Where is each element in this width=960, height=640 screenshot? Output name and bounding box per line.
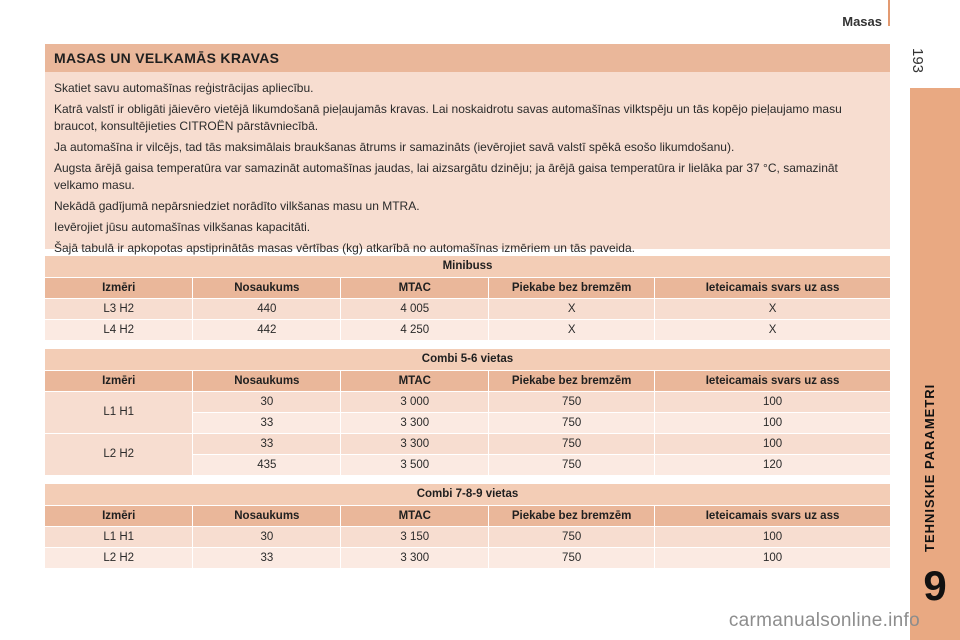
table-cell: 750 xyxy=(489,412,655,433)
table-row xyxy=(45,547,891,568)
column-header: MTAC xyxy=(341,370,489,391)
table-cell: 100 xyxy=(655,433,891,454)
table-cell: X xyxy=(489,319,655,340)
column-header: Ieteicamais svars uz ass xyxy=(655,505,891,526)
info-box xyxy=(45,44,890,255)
column-header: Izmēri xyxy=(45,370,193,391)
table-cell: 30 xyxy=(193,391,341,412)
chapter-side-tab xyxy=(910,88,960,640)
table-combi-7-8-9 xyxy=(45,484,891,569)
table-cell: 3 300 xyxy=(341,433,489,454)
column-header: Ieteicamais svars uz ass xyxy=(655,277,891,298)
cell-size: L2 H2 xyxy=(45,433,193,475)
cell-size: L2 H2 xyxy=(45,547,193,568)
table-cell: 33 xyxy=(193,433,341,454)
table-cell: 3 150 xyxy=(341,526,489,547)
table-cell: 750 xyxy=(489,454,655,475)
table-cell: 3 000 xyxy=(341,391,489,412)
table-cell: 750 xyxy=(489,526,655,547)
table-cell: 3 500 xyxy=(341,454,489,475)
info-paragraph: Katrā valstī ir obligāti jāievēro vietējā likumdošanā pieļaujamās kravas. Lai noskaidrotu savas automašīnas vilktspēju un tās kopējo pieļaujamo masu braucot, konsultējieties CITROËN pārstāvniecībā. xyxy=(54,102,842,133)
info-paragraph: Ievērojiet jūsu automašīnas vilkšanas kapacitāti. xyxy=(54,220,311,234)
column-header: Nosaukums xyxy=(193,277,341,298)
table-cell: 120 xyxy=(655,454,891,475)
chapter-number: 9 xyxy=(923,562,947,609)
table-cell: 33 xyxy=(193,547,341,568)
table-cell: 100 xyxy=(655,526,891,547)
section-title: MASAS UN VELKAMĀS KRAVAS xyxy=(45,44,890,72)
table-row xyxy=(45,319,891,340)
column-header: Ieteicamais svars uz ass xyxy=(655,370,891,391)
table-cell: 3 300 xyxy=(341,412,489,433)
header-divider xyxy=(888,0,890,26)
cell-size: L4 H2 xyxy=(45,319,193,340)
column-header: MTAC xyxy=(341,277,489,298)
table-cell: 750 xyxy=(489,433,655,454)
table-cell: X xyxy=(489,298,655,319)
info-paragraph: Augsta ārējā gaisa temperatūra var samazināt automašīnas jaudas, lai aizsargātu dzinēju; ja ārējā gaisa temperatūra ir lielāka par 37 °C, samazināt velkamo masu. xyxy=(54,161,838,192)
column-header: Piekabe bez bremzēm xyxy=(489,370,655,391)
column-header: Izmēri xyxy=(45,277,193,298)
cell-size: L3 H2 xyxy=(45,298,193,319)
column-header: Nosaukums xyxy=(193,370,341,391)
table-cell: X xyxy=(655,298,891,319)
table-row xyxy=(45,433,891,454)
table-cell: 750 xyxy=(489,547,655,568)
table-row xyxy=(45,526,891,547)
table-cell: 435 xyxy=(193,454,341,475)
info-paragraph: Ja automašīna ir vilcējs, tad tās maksimālais braukšanas ātrums ir samazināts (ievērojiet savā valstī spēkā esošo likumdošanu). xyxy=(54,140,735,154)
table-cell: 100 xyxy=(655,547,891,568)
table-cell: X xyxy=(655,319,891,340)
table-cell: 30 xyxy=(193,526,341,547)
table-cell: 33 xyxy=(193,412,341,433)
table-cell: 3 300 xyxy=(341,547,489,568)
column-header: Nosaukums xyxy=(193,505,341,526)
page-header-title: Masas xyxy=(842,14,882,29)
table-minibuss xyxy=(45,256,891,341)
table-combi-5-6 xyxy=(45,349,891,476)
info-paragraph: Nekādā gadījumā nepārsniedziet norādīto vilkšanas masu un MTRA. xyxy=(54,199,420,213)
table-row xyxy=(45,391,891,412)
table-row xyxy=(45,298,891,319)
column-header: Piekabe bez bremzēm xyxy=(489,277,655,298)
page-number: 193 xyxy=(909,48,926,74)
chapter-title: TEHNISKIE PARAMETRI xyxy=(922,383,937,552)
table-cell: 4 005 xyxy=(341,298,489,319)
info-body xyxy=(45,72,890,257)
cell-size: L1 H1 xyxy=(45,391,193,433)
table-caption: Minibuss xyxy=(45,256,891,277)
table-caption: Combi 7-8-9 vietas xyxy=(45,484,891,505)
watermark: carmanualsonline.info xyxy=(728,610,920,631)
column-header: Piekabe bez bremzēm xyxy=(489,505,655,526)
table-cell: 750 xyxy=(489,391,655,412)
table-cell: 442 xyxy=(193,319,341,340)
cell-size: L1 H1 xyxy=(45,526,193,547)
table-cell: 440 xyxy=(193,298,341,319)
column-header: MTAC xyxy=(341,505,489,526)
info-paragraph: Skatiet savu automašīnas reģistrācijas apliecību. xyxy=(54,81,314,95)
table-cell: 100 xyxy=(655,412,891,433)
table-cell: 4 250 xyxy=(341,319,489,340)
table-cell: 100 xyxy=(655,391,891,412)
table-caption: Combi 5-6 vietas xyxy=(45,349,891,370)
column-header: Izmēri xyxy=(45,505,193,526)
info-paragraph: Šajā tabulā ir apkopotas apstiprinātās masas vērtības (kg) atkarībā no automašīnas izmēriem un tās paveida. xyxy=(54,241,635,255)
